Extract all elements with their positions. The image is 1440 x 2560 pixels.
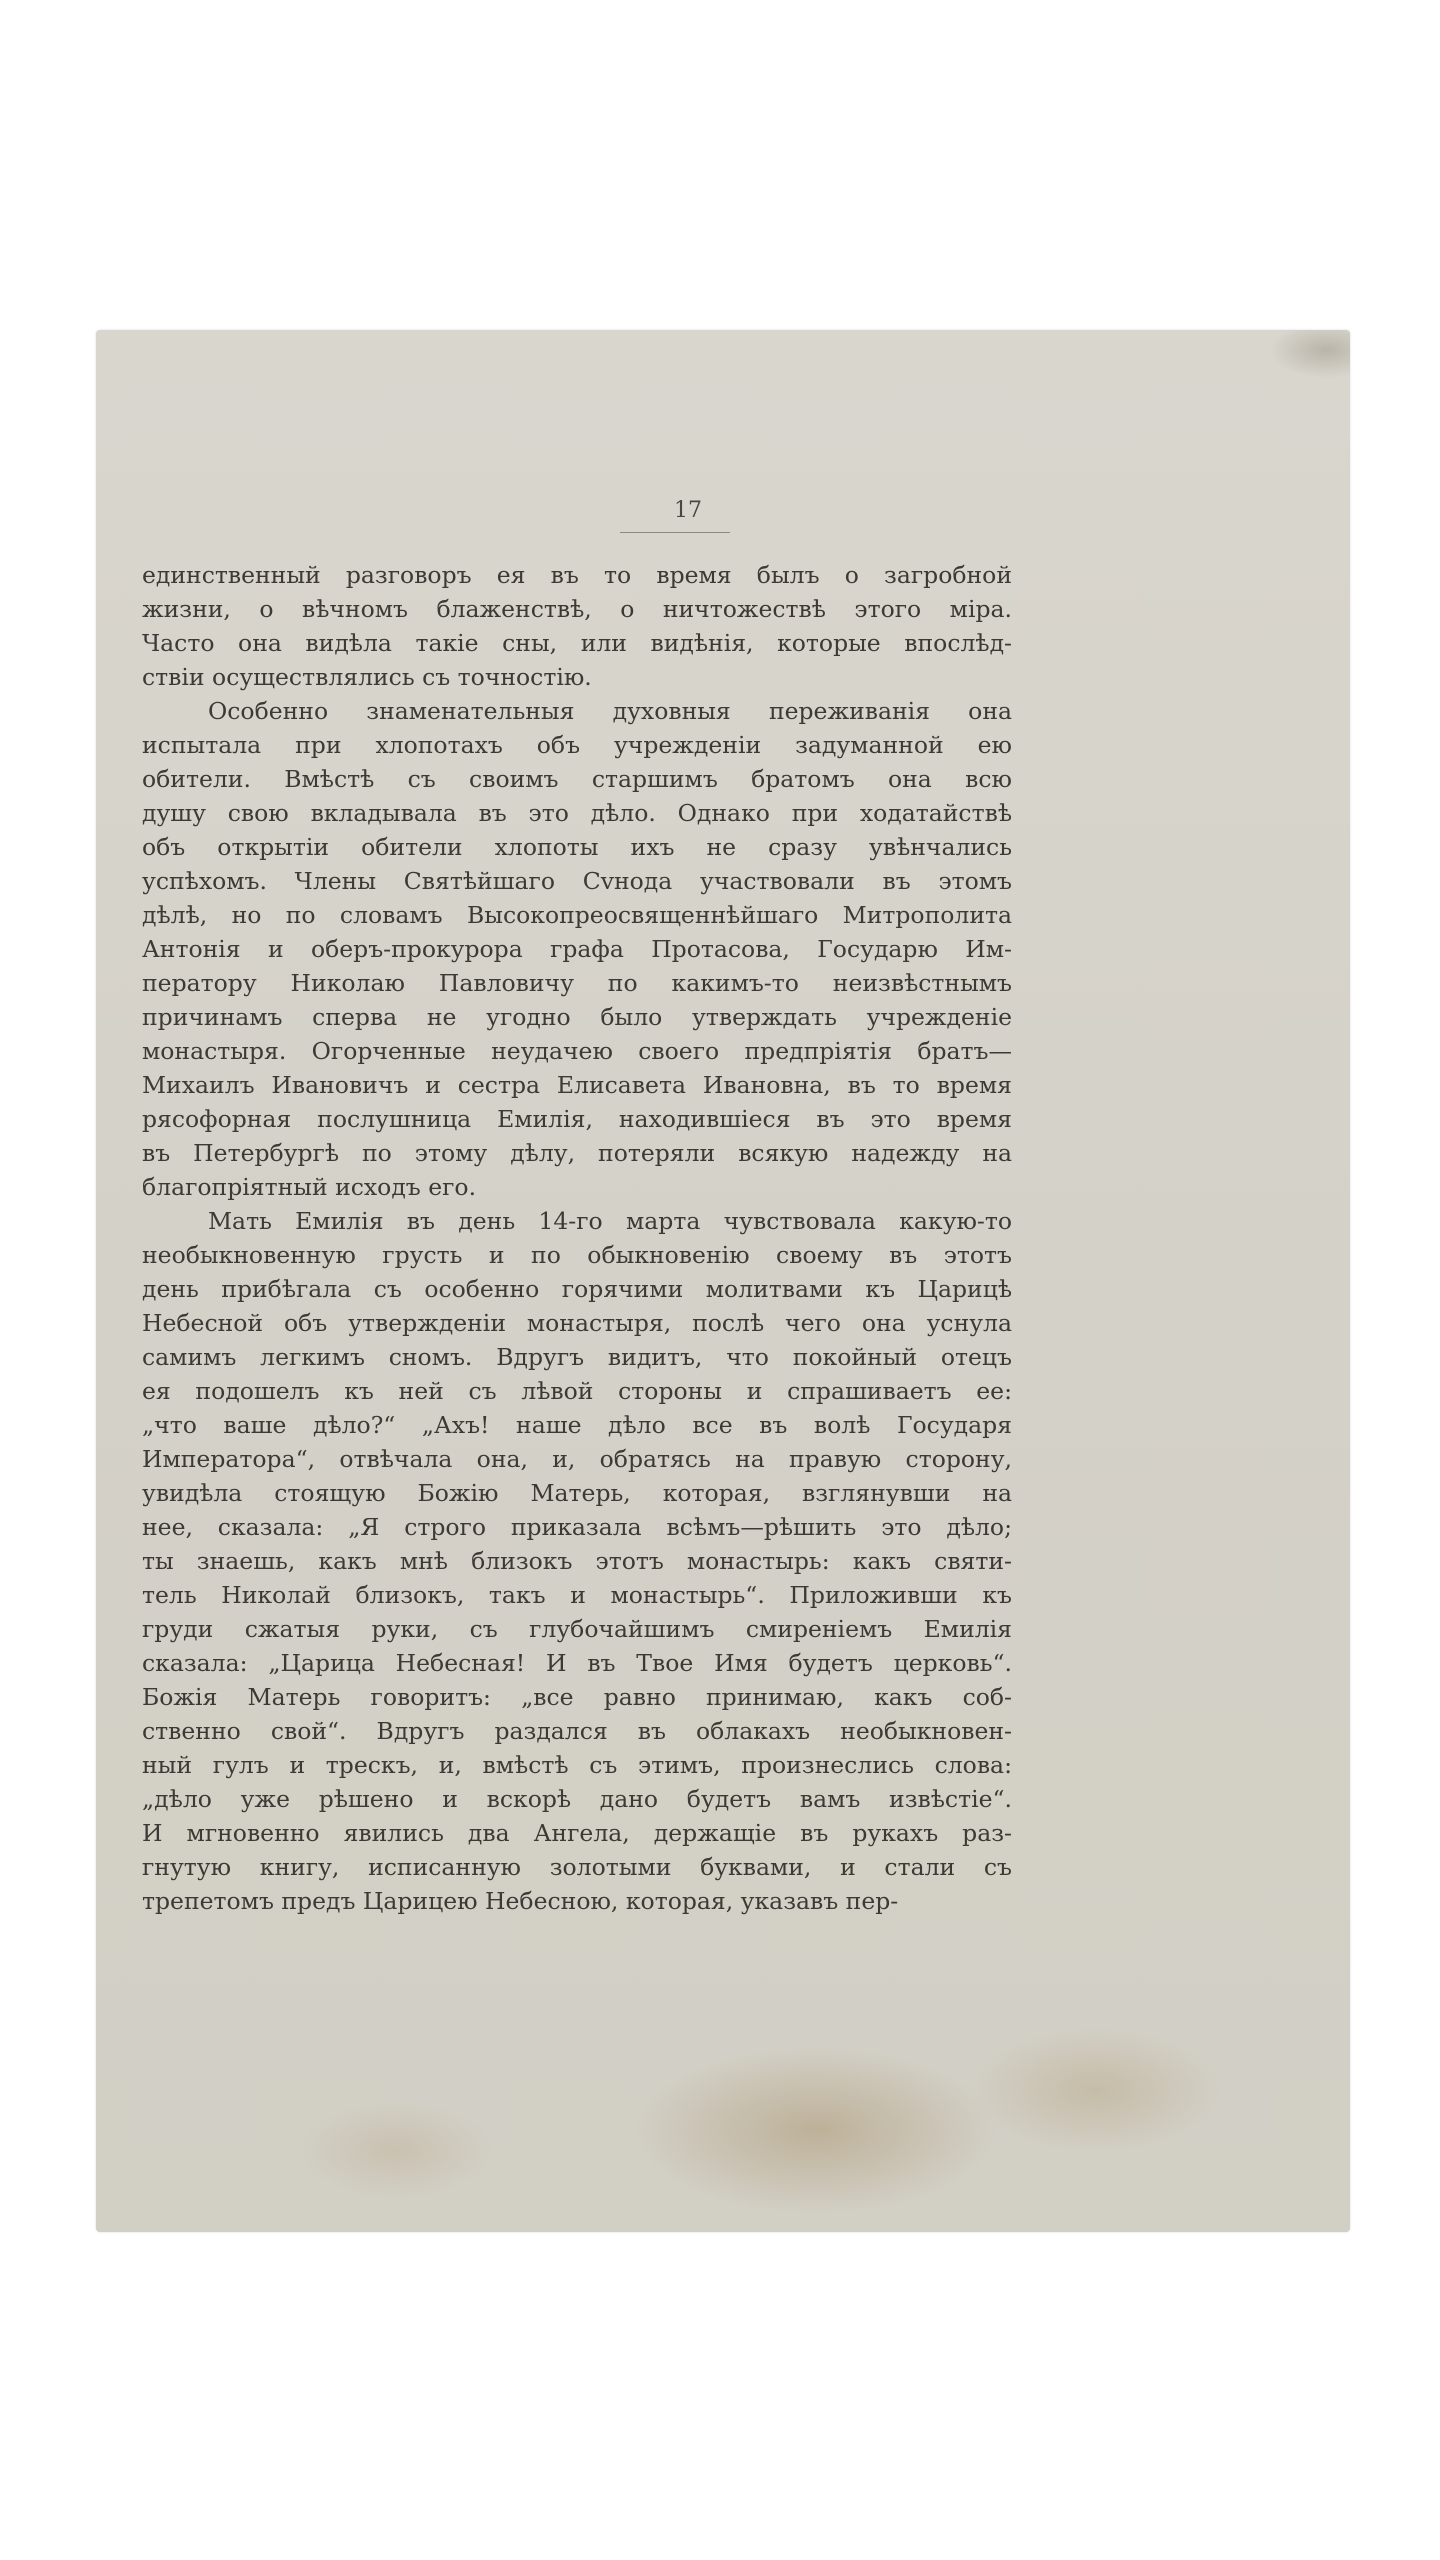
text-line: рясофорная послушница Емилія, находившіеся въ это время xyxy=(142,1105,1012,1133)
text-line: Императора“, отвѣчала она, и, обратясь на правую сторону, xyxy=(142,1445,1012,1473)
text-line: жизни, о вѣчномъ блаженствѣ, о ничтожествѣ этого міра. xyxy=(142,595,1012,623)
text-line: нее, сказала: „Я строго приказала всѣмъ—рѣшить это дѣло; xyxy=(142,1513,1012,1541)
page-number: 17 xyxy=(674,498,702,523)
text-line: груди сжатыя руки, съ глубочайшимъ смиреніемъ Емилія xyxy=(142,1615,1012,1643)
text-line: Часто она видѣла такіе сны, или видѣнія, которые впослѣд- xyxy=(142,629,1012,657)
text-line: обители. Вмѣстѣ съ своимъ старшимъ братомъ она всю xyxy=(142,765,1012,793)
text-line: ственно свой“. Вдругъ раздался въ облакахъ необыкновен- xyxy=(142,1717,1012,1745)
text-line: объ открытіи обители хлопоты ихъ не сразу увѣнчались xyxy=(142,833,1012,861)
text-line: причинамъ сперва не угодно было утверждать учрежденіе xyxy=(142,1003,1012,1031)
text-line: „что ваше дѣло?“ „Ахъ! наше дѣло все въ волѣ Государя xyxy=(142,1411,1012,1439)
text-line: душу свою вкладывала въ это дѣло. Однако при ходатайствѣ xyxy=(142,799,1012,827)
text-line: трепетомъ предъ Царицею Небесною, которая, указавъ пер- xyxy=(142,1887,899,1915)
text-line: необыкновенную грусть и по обыкновенію своему въ этотъ xyxy=(142,1241,1012,1269)
text-line: успѣхомъ. Члены Святѣйшаго Сvнода участвовали въ этомъ xyxy=(142,867,1012,895)
text-line: „дѣло уже рѣшено и вскорѣ дано будетъ вамъ извѣстіе“. xyxy=(142,1785,1012,1813)
text-line: Антонія и оберъ-прокурора графа Протасова, Государю Им- xyxy=(142,935,1012,963)
text-line: единственный разговоръ ея въ то время былъ о загробной xyxy=(142,561,1012,589)
text-line: ея подошелъ къ ней съ лѣвой стороны и спрашиваетъ ее: xyxy=(142,1377,1012,1405)
text-line: Небесной объ утвержденіи монастыря, послѣ чего она уснула xyxy=(142,1309,1012,1337)
page-number-rule xyxy=(620,532,730,533)
text-line: гнутую книгу, исписанную золотыми буквами, и стали съ xyxy=(142,1853,1012,1881)
text-line: Божія Матерь говоритъ: „все равно принимаю, какъ соб- xyxy=(142,1683,1012,1711)
text-line: ператору Николаю Павловичу по какимъ-то неизвѣстнымъ xyxy=(142,969,1012,997)
text-line: самимъ легкимъ сномъ. Вдругъ видитъ, что покойный отецъ xyxy=(142,1343,1012,1371)
text-line: увидѣла стоящую Божію Матерь, которая, взглянувши на xyxy=(142,1479,1012,1507)
text-line: въ Петербургѣ по этому дѣлу, потеряли всякую надежду на xyxy=(142,1139,1012,1167)
book-page xyxy=(96,330,1350,2232)
text-line: дѣлѣ, но по словамъ Высокопреосвященнѣйшаго Митрополита xyxy=(142,901,1012,929)
text-line: сказала: „Царица Небесная! И въ Твое Имя будетъ церковь“. xyxy=(142,1649,1012,1677)
text-line: монастыря. Огорченные неудачею своего предпріятія братъ— xyxy=(142,1037,1012,1065)
text-line: Особенно знаменательныя духовныя переживанія она xyxy=(208,697,1012,725)
text-line: день прибѣгала съ особенно горячими молитвами къ Царицѣ xyxy=(142,1275,1012,1303)
text-line: Михаилъ Ивановичъ и сестра Елисавета Ивановна, въ то время xyxy=(142,1071,1012,1099)
text-line: И мгновенно явились два Ангела, держащіе въ рукахъ раз- xyxy=(142,1819,1012,1847)
text-line: ный гулъ и трескъ, и, вмѣстѣ съ этимъ, произнеслись слова: xyxy=(142,1751,1012,1779)
text-line: ствіи осуществлялись съ точностію. xyxy=(142,663,592,691)
page-body-text xyxy=(142,558,1012,1918)
text-line: тель Николай близокъ, такъ и монастырь“. Приложивши къ xyxy=(142,1581,1012,1609)
text-line: ты знаешь, какъ мнѣ близокъ этотъ монастырь: какъ святи- xyxy=(142,1547,1012,1575)
text-line: благопріятный исходъ его. xyxy=(142,1173,477,1201)
text-line: Мать Емилія въ день 14-го марта чувствовала какую-то xyxy=(208,1207,1012,1235)
text-line: испытала при хлопотахъ объ учрежденіи задуманной ею xyxy=(142,731,1012,759)
